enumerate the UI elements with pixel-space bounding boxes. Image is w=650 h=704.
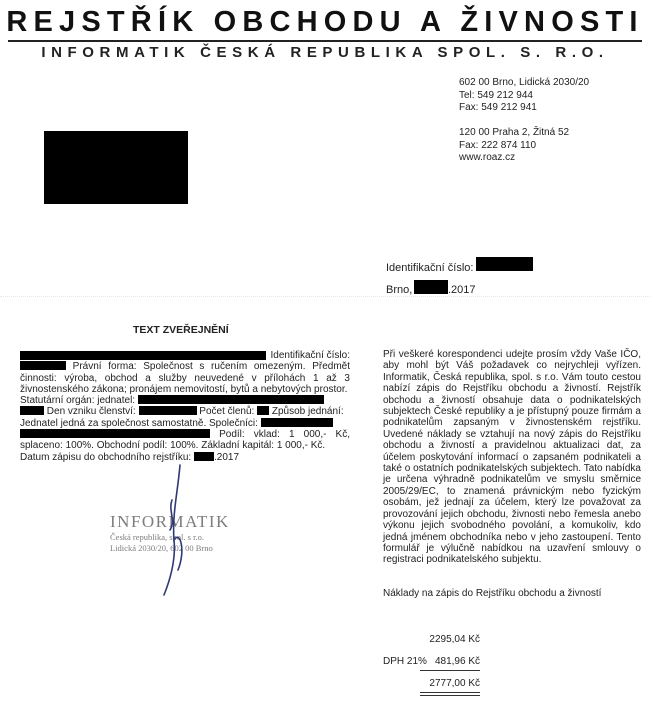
entry-year: .2017 — [214, 451, 240, 463]
sum-rule — [420, 670, 480, 671]
office-brno-address — [459, 77, 589, 115]
cost-base — [420, 634, 480, 645]
members-count-redaction — [257, 406, 269, 415]
publication-heading: TEXT ZVEŘEJNĚNÍ — [133, 324, 229, 336]
date-day-redaction — [414, 280, 448, 294]
legal-form-text: Právní forma: Společnost s ručením omezeným. Předmět činnosti: výroba, obchod a služby neuvedené v přílohách 1 až 3 živnostenského zákona; pronájem nemovitostí, bytů a nebytových prostor. — [20, 361, 350, 395]
acting-label: Způsob jednání: — [271, 406, 344, 418]
director-redaction — [138, 395, 324, 404]
page-fold-line — [0, 296, 650, 297]
cost-total — [420, 678, 480, 689]
currency-label: Kč — [468, 678, 480, 689]
office-praha-address — [459, 127, 569, 165]
cost-base-value: 2295,04 — [429, 634, 466, 645]
membership-label: Den vzniku členství: — [46, 406, 136, 418]
cost-vat-value: 481,96 — [434, 656, 466, 667]
total-double-rule — [420, 692, 480, 696]
company-stamp-line: Česká republika, spol. s r.o. — [110, 532, 204, 542]
recipient-address-redaction — [44, 131, 188, 204]
recipient-id-label: Identifikační číslo: — [386, 262, 474, 274]
company-name-redaction — [20, 351, 266, 360]
id-label: Identifikační číslo: — [270, 350, 350, 361]
fax-line: Fax: 222 874 110 — [459, 139, 537, 151]
company-stamp-title: INFORMATIK — [110, 512, 230, 531]
publication-text — [20, 350, 350, 463]
statutory-label: Statutární orgán: jednatel: — [20, 395, 136, 407]
currency-label: Kč — [468, 634, 480, 645]
website-line: www.roaz.cz — [459, 152, 516, 163]
partner-address-redaction — [20, 429, 210, 438]
address-line: 602 00 Brno, Lidická 2030/20 — [459, 77, 590, 88]
currency-label: Kč — [468, 656, 480, 667]
cost-vat — [420, 656, 480, 667]
address-line: 120 00 Praha 2, Žitná 52 — [459, 127, 570, 138]
date-prefix: Brno, — [386, 284, 413, 296]
company-stamp-address: Lidická 2030/20, 602 00 Brno — [110, 543, 213, 553]
partners-redaction — [261, 418, 333, 427]
members-label: Počet členů: — [199, 406, 255, 418]
date-year: .2017 — [448, 284, 476, 296]
offer-paragraph: Při veškeré korespondenci udejte prosím vždy Vaše IČO, aby mohl být Váš požadavek co nejrychleji vyřízen. Informatik, Česká republika, spol. s r.o. Vám touto cestou nabízí zápis do Rejstříku obchodu a živností. Rejstřík obchodu a živností obsahuje data o podnikatelských subjektech České republiky a je přístupný pouze firmám a podnikatelům zapsaným v živnostenském rejstříku. Uvedené náklady se vztahují na nový zápis do Rejstříku obchodu a živností a pravidelnou aktualizaci dat, za účelem poskytování informací o zapsaném podnikateli a také o ostatních podnikatelských subjektech. Tato nabídka je určena výhradně podnikatelům ve smyslu směrnice 2005/29/EC, to znamená právnickým nebo fyzickým osobám, jež jednají za účelem, který lze považovat za provozování jejich obchodu, živnosti nebo řemesla anebo výkonu jejich svobodného povolání, a komukoliv, kdo jedná jménem obchodníka nebo v jeho zastoupení. Tento formulář je výlučně nabídkou na uzavření smlouvy o registraci podnikatelského subjektu. — [383, 349, 641, 566]
document-title: REJSTŘÍK OBCHODU A ŽIVNOSTI — [6, 6, 644, 38]
partners-label: Společníci: — [209, 417, 258, 429]
header-rule — [8, 40, 642, 42]
cost-total-value: 2777,00 — [429, 678, 466, 689]
costs-label: Náklady na zápis do Rejstříku obchodu a živností — [383, 588, 602, 599]
director-detail-redaction — [20, 406, 44, 415]
membership-date-redaction — [139, 406, 197, 415]
acting-text: Jednatel jedná za společnost samostatně. — [20, 417, 207, 429]
fax-line: Fax: 549 212 941 — [459, 102, 537, 113]
document-subtitle: INFORMATIK ČESKÁ REPUBLIKA SPOL. S. R.O. — [41, 44, 609, 61]
entry-date-label: Datum zápisu do obchodního rejstříku: — [20, 451, 192, 463]
signature-icon — [150, 460, 200, 600]
vat-label: DPH 21% — [383, 656, 427, 667]
share-text: Podíl: vklad: 1 000,- Kč, splaceno: 100%. Obchodní podíl: 100%. Základní kapitál: 1 000,- Kč. — [20, 429, 350, 452]
phone-line: Tel: 549 212 944 — [459, 89, 533, 101]
recipient-id-redaction — [476, 257, 533, 271]
id-number-redaction — [20, 361, 66, 370]
